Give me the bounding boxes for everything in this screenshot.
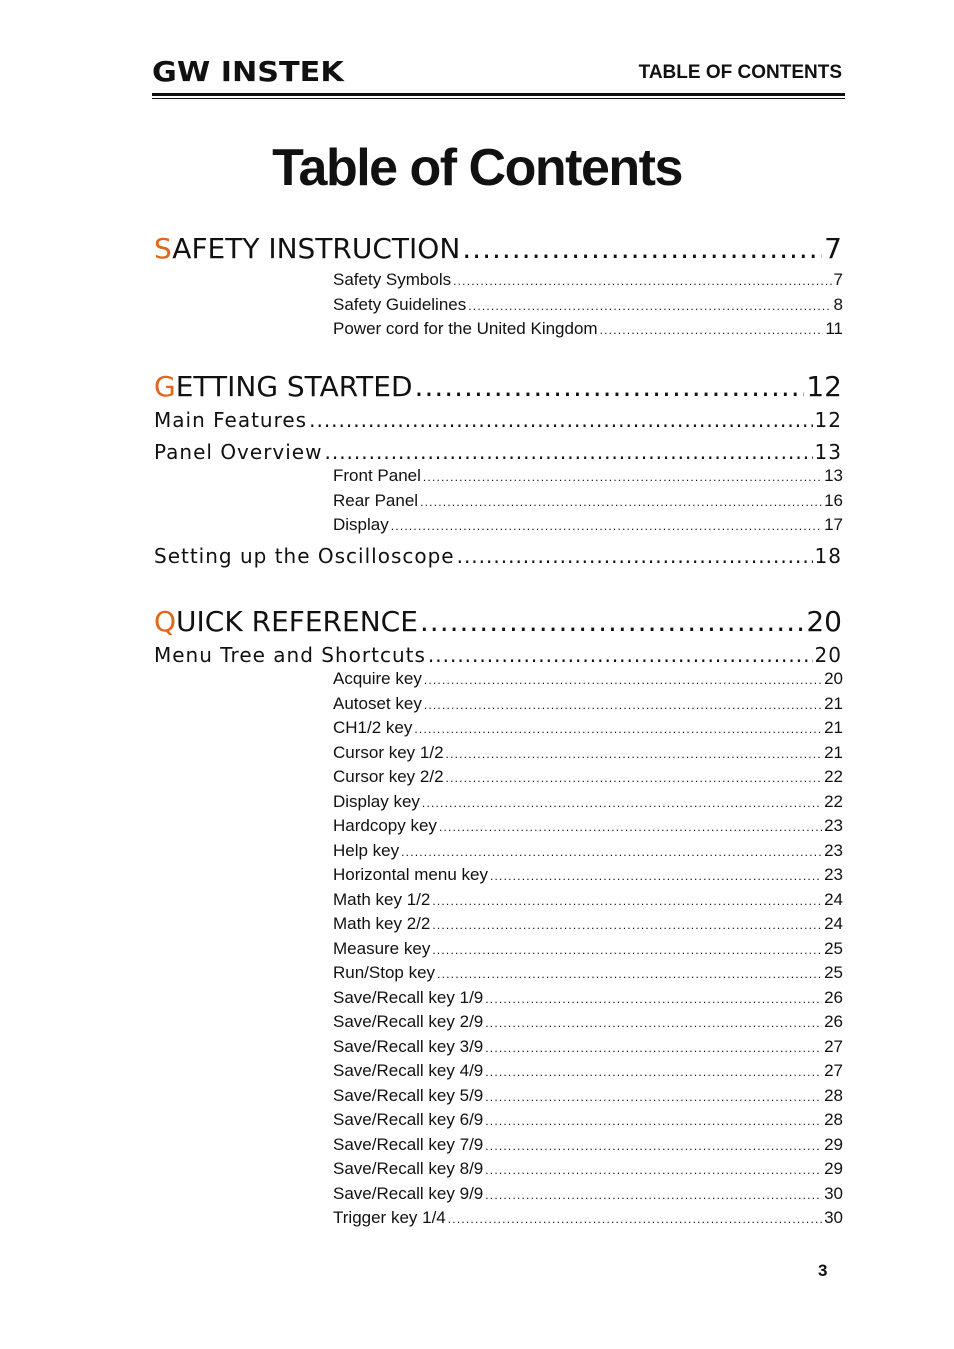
toc-dot-leader <box>485 1163 822 1177</box>
toc-page-number: 22 <box>824 767 843 786</box>
toc-dot-leader <box>446 771 823 785</box>
toc-page-number: 12 <box>806 370 842 403</box>
toc-entry-level3[interactable] <box>333 939 843 961</box>
toc-entry-level3[interactable] <box>333 890 843 912</box>
toc-section-heading[interactable] <box>154 605 842 641</box>
toc-entry-label: Safety Symbols <box>333 270 452 289</box>
toc-section-initial: Q <box>154 605 177 638</box>
toc-entry-label: CH1/2 key <box>333 718 413 737</box>
toc-entry-label: Horizontal menu key <box>333 865 488 884</box>
toc-page-number: 12 <box>814 408 842 432</box>
toc-section-heading[interactable] <box>154 232 842 268</box>
toc-dot-leader <box>324 440 812 464</box>
toc-page-number: 23 <box>824 840 843 860</box>
toc-entry-level3[interactable] <box>333 295 843 317</box>
toc-dot-leader <box>600 323 824 337</box>
toc-section-label <box>154 370 413 403</box>
toc-dot-leader <box>485 1041 822 1055</box>
toc-entry-level3[interactable] <box>333 1184 843 1206</box>
toc-entry-label: Display key <box>333 791 420 811</box>
toc-entry-level3[interactable] <box>333 718 843 740</box>
toc-page-number: 29 <box>824 1159 843 1178</box>
toc-entry-label: Help key <box>333 840 400 860</box>
toc-dot-leader <box>485 1188 822 1202</box>
toc-section-heading[interactable] <box>154 370 842 406</box>
toc-entry-label: Measure key <box>333 938 431 958</box>
toc-entry-label: Panel Overview <box>154 440 323 464</box>
toc-page-number: 29 <box>824 1134 843 1154</box>
toc-dot-leader <box>401 845 822 859</box>
toc-page-number: 8 <box>833 294 843 314</box>
toc-entry-label: Rear Panel <box>333 490 419 510</box>
header-rule-thick <box>152 93 845 96</box>
toc-entry-level3[interactable] <box>333 270 843 292</box>
toc-dot-leader <box>448 1212 822 1226</box>
toc-entry-label: Trigger key 1/4 <box>333 1208 446 1227</box>
toc-section-label <box>154 232 460 265</box>
toc-dot-leader <box>414 722 822 736</box>
toc-page-number: 20 <box>806 605 842 638</box>
toc-entry-level3[interactable] <box>333 1110 843 1132</box>
toc-entry-level2[interactable] <box>154 440 842 468</box>
toc-entry-label: Setting up the Oscilloscope <box>154 543 455 568</box>
toc-page-number: 24 <box>824 889 843 909</box>
toc-entry-label: Cursor key 1/2 <box>333 742 444 762</box>
toc-entry-label: Safety Guidelines <box>333 294 467 314</box>
toc-entry-level3[interactable] <box>333 743 843 765</box>
toc-dot-leader <box>423 470 822 484</box>
toc-dot-leader <box>422 796 822 810</box>
toc-entry-level2[interactable] <box>154 643 842 671</box>
toc-page-number: 16 <box>824 490 843 510</box>
toc-entry-label: Hardcopy key <box>333 816 437 835</box>
toc-entry-level3[interactable] <box>333 1012 843 1034</box>
toc-entry-label: Save/Recall key 4/9 <box>333 1061 484 1080</box>
page-number: 3 <box>818 1261 828 1280</box>
toc-entry-level3[interactable] <box>333 694 843 716</box>
toc-entry-level3[interactable] <box>333 914 843 936</box>
toc-page-number: 7 <box>824 232 842 265</box>
toc-entry-level3[interactable] <box>333 319 843 341</box>
toc-page-number: 13 <box>814 440 842 464</box>
toc-section-initial: G <box>154 370 176 403</box>
page-header <box>152 55 845 95</box>
toc-section-title: UICK REFERENCE <box>176 605 418 638</box>
toc-entry-label: Save/Recall key 6/9 <box>333 1110 484 1129</box>
toc-entry-label: Autoset key <box>333 693 422 713</box>
toc-entry-level3[interactable] <box>333 792 843 814</box>
toc-dot-leader <box>468 299 831 313</box>
toc-dot-leader <box>485 1065 822 1079</box>
running-header-title: TABLE OF CONTENTS <box>638 62 842 83</box>
toc-dot-leader <box>309 408 812 432</box>
toc-entry-level2[interactable] <box>154 408 842 436</box>
toc-dot-leader <box>446 747 823 761</box>
toc-entry-label: Save/Recall key 3/9 <box>333 1036 484 1056</box>
toc-dot-leader <box>437 967 822 981</box>
toc-entry-label: Save/Recall key 7/9 <box>333 1134 484 1154</box>
toc-dot-leader <box>415 370 805 403</box>
toc-page-number: 11 <box>825 319 843 338</box>
toc-page-number: 21 <box>824 742 843 762</box>
toc-entry-label: Save/Recall key 1/9 <box>333 987 484 1007</box>
toc-section-initial: S <box>154 232 173 265</box>
toc-dot-leader <box>462 232 822 265</box>
toc-page-number: 22 <box>824 791 843 811</box>
page-title: Table of Contents <box>272 139 682 197</box>
toc-page-number: 21 <box>824 693 843 713</box>
toc-entry-label: Menu Tree and Shortcuts <box>154 643 426 667</box>
toc-entry-level3[interactable] <box>333 865 843 887</box>
toc-page-number: 26 <box>824 1012 843 1031</box>
toc-page-number: 23 <box>824 816 843 835</box>
toc-page-number: 18 <box>814 543 842 568</box>
toc-dot-leader <box>432 894 822 908</box>
toc-entry-level3[interactable] <box>333 1135 843 1157</box>
toc-entry-level3[interactable] <box>333 1086 843 1108</box>
toc-dot-leader <box>432 918 822 932</box>
toc-dot-leader <box>424 698 822 712</box>
toc-page-number: 30 <box>824 1183 843 1203</box>
toc-dot-leader <box>432 943 822 957</box>
toc-entry-label: Main Features <box>154 408 308 432</box>
toc-entry-label: Power cord for the United Kingdom <box>333 319 598 338</box>
toc-dot-leader <box>428 643 813 667</box>
toc-dot-leader <box>485 1114 822 1128</box>
toc-page-number: 20 <box>824 669 843 688</box>
toc-page-number: 24 <box>824 914 843 933</box>
toc-entry-label: Save/Recall key 2/9 <box>333 1012 484 1031</box>
toc-entry-label: Cursor key 2/2 <box>333 767 444 786</box>
toc-entry-level3[interactable] <box>333 963 843 985</box>
toc-page-number: 30 <box>824 1208 843 1227</box>
toc-dot-leader <box>457 544 813 568</box>
toc-page-number: 21 <box>824 718 843 737</box>
toc-entry-level3[interactable] <box>333 1037 843 1059</box>
toc-page-number: 28 <box>824 1085 843 1105</box>
toc-page-number: 23 <box>824 865 843 884</box>
toc-dot-leader <box>485 1090 822 1104</box>
toc-entry-level3[interactable] <box>333 491 843 513</box>
toc-dot-leader <box>485 1016 822 1030</box>
toc-entry-level3[interactable] <box>333 841 843 863</box>
toc-dot-leader <box>420 495 822 509</box>
toc-entry-label: Front Panel <box>333 466 421 485</box>
toc-dot-leader <box>485 992 822 1006</box>
toc-entry-level3[interactable] <box>333 816 843 838</box>
toc-section-title: AFETY INSTRUCTION <box>172 232 461 265</box>
toc-entry-level3[interactable] <box>333 767 843 789</box>
toc-entry-level3[interactable] <box>333 466 843 488</box>
toc-entry-label: Math key 1/2 <box>333 889 431 909</box>
brand-logo: GW INSTEK <box>152 55 344 88</box>
toc-dot-leader <box>391 519 822 533</box>
toc-page-number: 27 <box>824 1061 843 1080</box>
toc-dot-leader <box>485 1139 822 1153</box>
toc-page-number: 25 <box>824 963 843 982</box>
toc-section-label <box>154 605 418 638</box>
toc-page-number: 17 <box>824 515 843 534</box>
toc-entry-level3[interactable] <box>333 669 843 691</box>
toc-entry-label: Save/Recall key 8/9 <box>333 1159 484 1178</box>
toc-entry-label: Display <box>333 515 389 534</box>
toc-entry-level3[interactable] <box>333 1208 843 1230</box>
header-rule-thin <box>152 98 845 99</box>
toc-page-number: 28 <box>824 1110 843 1129</box>
toc-dot-leader <box>424 673 822 687</box>
toc-entry-level2[interactable] <box>154 544 842 572</box>
toc-page-number: 7 <box>833 270 843 289</box>
toc-dot-leader <box>439 820 822 834</box>
toc-dot-leader <box>453 274 831 288</box>
toc-entry-label: Run/Stop key <box>333 963 436 982</box>
toc-page-number: 20 <box>814 643 842 667</box>
toc-page-number: 25 <box>824 938 843 958</box>
toc-entry-level3[interactable] <box>333 988 843 1010</box>
toc-page-number: 13 <box>824 466 843 485</box>
toc-entry-level3[interactable] <box>333 1159 843 1181</box>
toc-section-title: ETTING STARTED <box>175 370 413 403</box>
toc-entry-level3[interactable] <box>333 1061 843 1083</box>
toc-entry-label: Save/Recall key 9/9 <box>333 1183 484 1203</box>
toc-page-number: 26 <box>824 987 843 1007</box>
toc-dot-leader <box>490 869 822 883</box>
toc-page-number: 27 <box>824 1036 843 1056</box>
toc-entry-label: Math key 2/2 <box>333 914 431 933</box>
toc-dot-leader <box>420 605 804 638</box>
toc-entry-label: Save/Recall key 5/9 <box>333 1085 484 1105</box>
toc-entry-level3[interactable] <box>333 515 843 537</box>
toc-entry-label: Acquire key <box>333 669 422 688</box>
